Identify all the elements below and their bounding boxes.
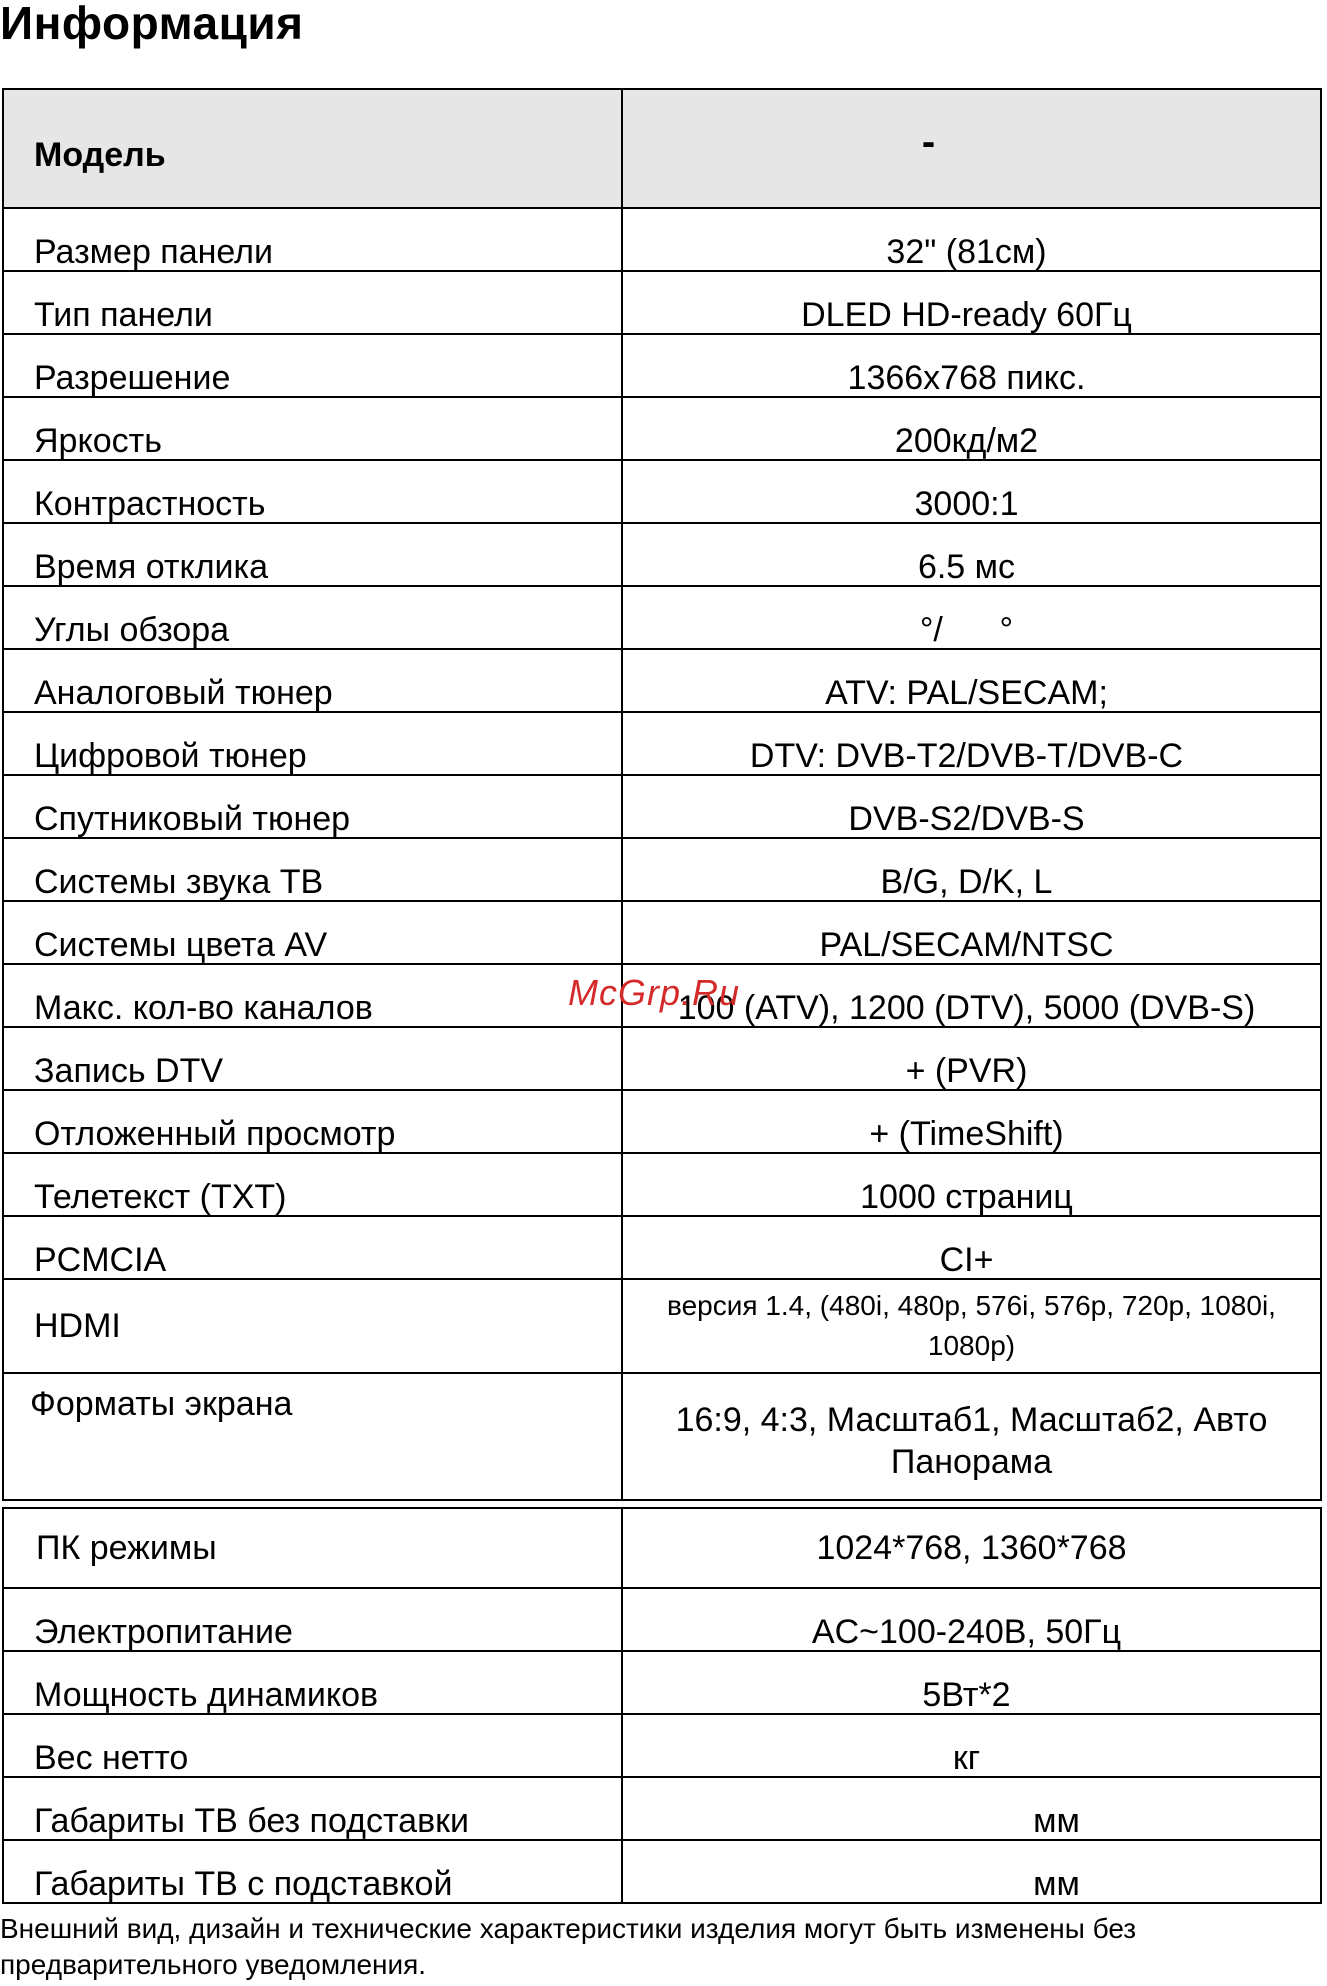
table-row [3,1279,1321,1373]
row-param-label: Телетекст (TXT) [3,1153,622,1216]
table-row [3,712,1321,775]
row-param-label: Тип панели [3,271,622,334]
table-row [3,1840,1321,1903]
row-param-value: кг [622,1714,1321,1777]
row-param-value: + (PVR) [622,1027,1321,1090]
page-title: Информация [0,0,304,49]
table-header-row [3,89,1321,208]
row-param-label: Габариты ТВ без подставки [3,1777,622,1840]
table-row [3,1216,1321,1279]
table-row [3,523,1321,586]
table-row [3,1508,1321,1588]
table-row [3,901,1321,964]
table-row [3,649,1321,712]
row-param-value: PAL/SECAM/NTSC [622,901,1321,964]
row-param-value: мм [622,1840,1321,1903]
row-param-value: версия 1.4, (480i, 480p, 576i, 576p, 720p, 1080i, 1080p) [622,1279,1321,1373]
header-param-label: Модель [3,89,622,208]
footnote: Внешний вид, дизайн и технические характеристики изделия могут быть изменены без предварительного уведомления. [0,1913,1137,1980]
row-param-value: AC~100-240В, 50Гц [622,1588,1321,1651]
watermark-text: McGrp.Ru [568,972,741,1013]
row-param-value: 16:9, 4:3, Масштаб1, Масштаб2, Авто Панорама [622,1373,1321,1500]
row-param-value: 1000 страниц [622,1153,1321,1216]
table-row [3,1373,1321,1500]
table-row [3,1090,1321,1153]
row-param-label: Запись DTV [3,1027,622,1090]
table-row [3,397,1321,460]
table-row [3,1651,1321,1714]
row-param-value: B/G, D/K, L [622,838,1321,901]
row-param-label: Системы цвета AV [3,901,622,964]
row-param-label: Форматы экрана [3,1373,622,1500]
table-row [3,586,1321,649]
row-param-label: Яркость [3,397,622,460]
row-param-label: HDMI [3,1279,622,1373]
row-param-label: Разрешение [3,334,622,397]
row-param-label: PCMCIA [3,1216,622,1279]
table-row [3,334,1321,397]
row-param-label: Спутниковый тюнер [3,775,622,838]
header-model-value: - [622,89,1321,208]
row-param-label: Контрастность [3,460,622,523]
table-row [3,838,1321,901]
table-row [3,1714,1321,1777]
row-param-value: 1366x768 пикс. [622,334,1321,397]
row-param-label: Системы звука ТВ [3,838,622,901]
row-param-label: Габариты ТВ с подставкой [3,1840,622,1903]
table-row [3,271,1321,334]
row-param-value: + (TimeShift) [622,1090,1321,1153]
row-param-value: DVB-S2/DVB-S [622,775,1321,838]
row-param-label: Время отклика [3,523,622,586]
table-row [3,208,1321,271]
row-param-value: °/ ° [622,586,1321,649]
table-row [3,1153,1321,1216]
row-param-label: Электропитание [3,1588,622,1651]
row-param-label: Аналоговый тюнер [3,649,622,712]
row-param-value: DLED HD-ready 60Гц [622,271,1321,334]
row-param-value: 200кд/м2 [622,397,1321,460]
row-param-label: Отложенный просмотр [3,1090,622,1153]
row-param-label: ПК режимы [3,1508,622,1588]
table-row [3,775,1321,838]
row-param-label: Цифровой тюнер [3,712,622,775]
row-param-value: 100 (ATV), 1200 (DTV), 5000 (DVB-S) [622,964,1321,1027]
row-param-label: Вес нетто [3,1714,622,1777]
row-param-value: ATV: PAL/SECAM; [622,649,1321,712]
table-row [3,1027,1321,1090]
table-row [3,1777,1321,1840]
row-param-value: DTV: DVB-T2/DVB-T/DVB-C [622,712,1321,775]
row-param-value: 32" (81см) [622,208,1321,271]
row-param-value: 1024*768, 1360*768 [622,1508,1321,1588]
table-row [3,460,1321,523]
row-param-label: Размер панели [3,208,622,271]
row-param-value: мм [622,1777,1321,1840]
table-row [3,1588,1321,1651]
row-param-label: Углы обзора [3,586,622,649]
table-spacer [3,1500,1321,1508]
row-param-label: Макс. кол-во каналов [3,964,622,1027]
row-param-value: 3000:1 [622,460,1321,523]
row-param-value: CI+ [622,1216,1321,1279]
row-param-value: 6.5 мс [622,523,1321,586]
row-param-label: Мощность динамиков [3,1651,622,1714]
row-param-value: 5Вт*2 [622,1651,1321,1714]
